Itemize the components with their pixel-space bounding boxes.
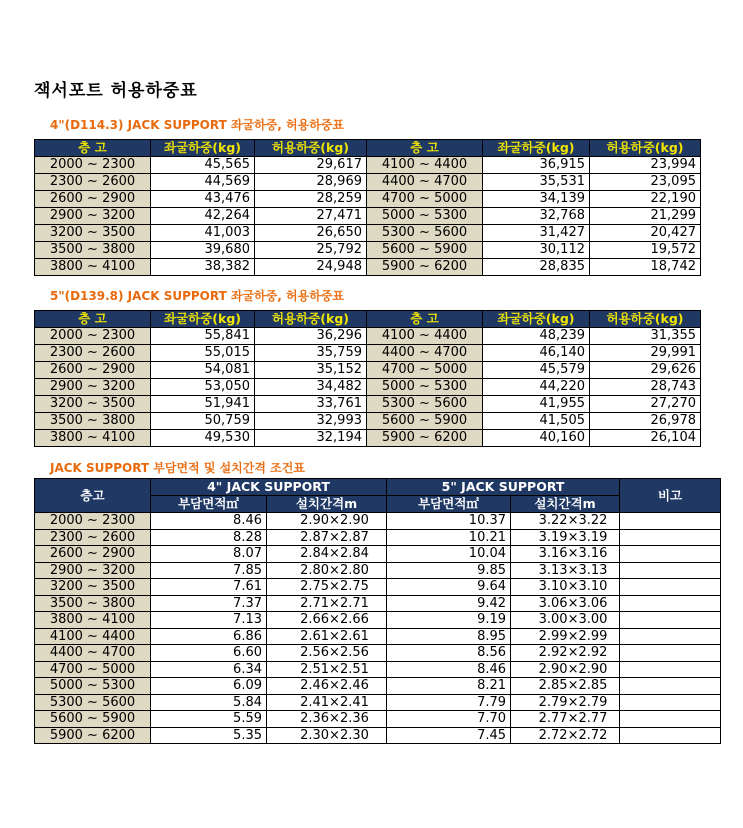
- header-cell: 허용하중(kg): [590, 140, 701, 157]
- value-cell: 30,112: [483, 242, 590, 259]
- floor-range-cell: 3500 ~ 3800: [35, 242, 151, 259]
- table-row: [35, 362, 701, 379]
- floor-range-cell: 5000 ~ 5300: [367, 208, 483, 225]
- section2-heading: 5"(D139.8) JACK SUPPORT 좌굴하중, 허용하중표: [50, 289, 345, 303]
- note-cell: [620, 661, 721, 678]
- floor-range-cell: 2900 ~ 3200: [35, 379, 151, 396]
- value-cell: 2.71×2.71: [267, 595, 387, 612]
- floor-range-cell: 2300 ~ 2600: [35, 174, 151, 191]
- value-cell: 35,531: [483, 174, 590, 191]
- subheader-area-5in: 부담면적㎡: [387, 496, 511, 513]
- table-row: [35, 661, 721, 678]
- floor-range-cell: 4700 ~ 5000: [367, 191, 483, 208]
- area-spacing-table: [34, 478, 721, 744]
- value-cell: 55,841: [151, 328, 255, 345]
- header-floor: 층고: [35, 479, 151, 513]
- value-cell: 54,081: [151, 362, 255, 379]
- table-row: [35, 513, 721, 530]
- value-cell: 7.61: [151, 579, 267, 596]
- table-row: [35, 579, 721, 596]
- value-cell: 38,382: [151, 259, 255, 276]
- value-cell: 28,743: [590, 379, 701, 396]
- value-cell: 8.56: [387, 645, 511, 662]
- value-cell: 39,680: [151, 242, 255, 259]
- header-cell: 층 고: [35, 140, 151, 157]
- value-cell: 55,015: [151, 345, 255, 362]
- floor-range-cell: 2000 ~ 2300: [35, 328, 151, 345]
- value-cell: 45,579: [483, 362, 590, 379]
- value-cell: 36,296: [255, 328, 367, 345]
- value-cell: 7.37: [151, 595, 267, 612]
- value-cell: 25,792: [255, 242, 367, 259]
- value-cell: 2.72×2.72: [511, 727, 620, 744]
- note-cell: [620, 727, 721, 744]
- table-row: [35, 208, 701, 225]
- floor-range-cell: 5300 ~ 5600: [367, 225, 483, 242]
- note-cell: [620, 612, 721, 629]
- floor-range-cell: 4100 ~ 4400: [367, 157, 483, 174]
- value-cell: 2.56×2.56: [267, 645, 387, 662]
- value-cell: 32,768: [483, 208, 590, 225]
- value-cell: 2.30×2.30: [267, 727, 387, 744]
- value-cell: 49,530: [151, 430, 255, 447]
- table-header-row: [35, 311, 701, 328]
- floor-range-cell: 4100 ~ 4400: [367, 328, 483, 345]
- table-row: [35, 259, 701, 276]
- load-table-4in: [34, 139, 701, 276]
- value-cell: 31,355: [590, 328, 701, 345]
- value-cell: 2.99×2.99: [511, 628, 620, 645]
- value-cell: 18,742: [590, 259, 701, 276]
- floor-range-cell: 3800 ~ 4100: [35, 430, 151, 447]
- value-cell: 41,003: [151, 225, 255, 242]
- value-cell: 32,993: [255, 413, 367, 430]
- table-row: [35, 242, 701, 259]
- table-row: [35, 529, 721, 546]
- subheader-area-4in: 부담면적㎡: [151, 496, 267, 513]
- value-cell: 5.35: [151, 727, 267, 744]
- value-cell: 8.46: [387, 661, 511, 678]
- value-cell: 46,140: [483, 345, 590, 362]
- value-cell: 8.46: [151, 513, 267, 530]
- value-cell: 5.59: [151, 711, 267, 728]
- floor-range-cell: 2300 ~ 2600: [35, 345, 151, 362]
- floor-range-cell: 4400 ~ 4700: [35, 645, 151, 662]
- table-row: [35, 157, 701, 174]
- value-cell: 2.51×2.51: [267, 661, 387, 678]
- value-cell: 7.13: [151, 612, 267, 629]
- header-cell: 허용하중(kg): [255, 311, 367, 328]
- value-cell: 2.92×2.92: [511, 645, 620, 662]
- note-cell: [620, 562, 721, 579]
- value-cell: 31,427: [483, 225, 590, 242]
- header-cell: 허용하중(kg): [590, 311, 701, 328]
- floor-range-cell: 3200 ~ 3500: [35, 396, 151, 413]
- value-cell: 5.84: [151, 694, 267, 711]
- value-cell: 42,264: [151, 208, 255, 225]
- value-cell: 44,569: [151, 174, 255, 191]
- table-row: [35, 546, 721, 563]
- note-cell: [620, 579, 721, 596]
- table-row: [35, 328, 701, 345]
- table-row: [35, 430, 701, 447]
- value-cell: 2.85×2.85: [511, 678, 620, 695]
- header-cell: 층 고: [367, 311, 483, 328]
- table-header-row: [35, 479, 721, 496]
- value-cell: 2.46×2.46: [267, 678, 387, 695]
- floor-range-cell: 3800 ~ 4100: [35, 612, 151, 629]
- table-row: [35, 645, 721, 662]
- value-cell: 9.19: [387, 612, 511, 629]
- header-5in-jack: 5" JACK SUPPORT: [387, 479, 620, 496]
- value-cell: 10.37: [387, 513, 511, 530]
- table-row: [35, 628, 721, 645]
- value-cell: 3.13×3.13: [511, 562, 620, 579]
- value-cell: 44,220: [483, 379, 590, 396]
- value-cell: 22,190: [590, 191, 701, 208]
- floor-range-cell: 4400 ~ 4700: [367, 174, 483, 191]
- value-cell: 6.86: [151, 628, 267, 645]
- value-cell: 2.41×2.41: [267, 694, 387, 711]
- floor-range-cell: 2000 ~ 2300: [35, 157, 151, 174]
- value-cell: 19,572: [590, 242, 701, 259]
- table-row: [35, 562, 721, 579]
- value-cell: 2.84×2.84: [267, 546, 387, 563]
- table-row: [35, 396, 701, 413]
- header-cell: 좌굴하중(kg): [483, 311, 590, 328]
- value-cell: 6.34: [151, 661, 267, 678]
- floor-range-cell: 2300 ~ 2600: [35, 529, 151, 546]
- header-cell: 좌굴하중(kg): [151, 311, 255, 328]
- floor-range-cell: 5000 ~ 5300: [35, 678, 151, 695]
- value-cell: 2.61×2.61: [267, 628, 387, 645]
- value-cell: 26,104: [590, 430, 701, 447]
- floor-range-cell: 5300 ~ 5600: [367, 396, 483, 413]
- header-cell: 허용하중(kg): [255, 140, 367, 157]
- header-cell: 층 고: [35, 311, 151, 328]
- page-title: 잭서포트 허용하중표: [34, 81, 198, 101]
- value-cell: 33,761: [255, 396, 367, 413]
- value-cell: 23,994: [590, 157, 701, 174]
- header-cell: 좌굴하중(kg): [483, 140, 590, 157]
- value-cell: 32,194: [255, 430, 367, 447]
- value-cell: 7.70: [387, 711, 511, 728]
- table-row: [35, 345, 701, 362]
- table-row: [35, 612, 721, 629]
- floor-range-cell: 5900 ~ 6200: [367, 259, 483, 276]
- value-cell: 9.42: [387, 595, 511, 612]
- floor-range-cell: 4100 ~ 4400: [35, 628, 151, 645]
- value-cell: 10.04: [387, 546, 511, 563]
- floor-range-cell: 3500 ~ 3800: [35, 595, 151, 612]
- header-note: 비고: [620, 479, 721, 513]
- value-cell: 43,476: [151, 191, 255, 208]
- value-cell: 3.10×3.10: [511, 579, 620, 596]
- header-4in-jack: 4" JACK SUPPORT: [151, 479, 387, 496]
- table-row: [35, 174, 701, 191]
- table-row: [35, 379, 701, 396]
- value-cell: 28,259: [255, 191, 367, 208]
- value-cell: 41,505: [483, 413, 590, 430]
- value-cell: 3.22×3.22: [511, 513, 620, 530]
- floor-range-cell: 5600 ~ 5900: [367, 413, 483, 430]
- value-cell: 2.90×2.90: [267, 513, 387, 530]
- value-cell: 26,978: [590, 413, 701, 430]
- value-cell: 10.21: [387, 529, 511, 546]
- floor-range-cell: 3200 ~ 3500: [35, 225, 151, 242]
- value-cell: 3.16×3.16: [511, 546, 620, 563]
- value-cell: 28,969: [255, 174, 367, 191]
- value-cell: 2.90×2.90: [511, 661, 620, 678]
- value-cell: 2.66×2.66: [267, 612, 387, 629]
- note-cell: [620, 628, 721, 645]
- floor-range-cell: 3800 ~ 4100: [35, 259, 151, 276]
- note-cell: [620, 529, 721, 546]
- table-row: [35, 191, 701, 208]
- value-cell: 3.19×3.19: [511, 529, 620, 546]
- value-cell: 41,955: [483, 396, 590, 413]
- subheader-spacing-4in: 설치간격m: [267, 496, 387, 513]
- floor-range-cell: 4700 ~ 5000: [367, 362, 483, 379]
- value-cell: 9.85: [387, 562, 511, 579]
- table-row: [35, 694, 721, 711]
- value-cell: 40,160: [483, 430, 590, 447]
- value-cell: 20,427: [590, 225, 701, 242]
- note-cell: [620, 513, 721, 530]
- value-cell: 2.77×2.77: [511, 711, 620, 728]
- value-cell: 2.87×2.87: [267, 529, 387, 546]
- value-cell: 50,759: [151, 413, 255, 430]
- floor-range-cell: 2000 ~ 2300: [35, 513, 151, 530]
- value-cell: 9.64: [387, 579, 511, 596]
- section3-heading: JACK SUPPORT 부담면적 및 설치간격 조건표: [50, 461, 305, 475]
- section1-heading: 4"(D114.3) JACK SUPPORT 좌굴하중, 허용하중표: [50, 118, 345, 132]
- value-cell: 29,626: [590, 362, 701, 379]
- value-cell: 51,941: [151, 396, 255, 413]
- note-cell: [620, 546, 721, 563]
- value-cell: 6.60: [151, 645, 267, 662]
- value-cell: 27,270: [590, 396, 701, 413]
- table-row: [35, 711, 721, 728]
- table-row: [35, 678, 721, 695]
- table-header-row: [35, 140, 701, 157]
- value-cell: 2.80×2.80: [267, 562, 387, 579]
- value-cell: 28,835: [483, 259, 590, 276]
- value-cell: 2.79×2.79: [511, 694, 620, 711]
- load-table-5in: [34, 310, 701, 447]
- table-row: [35, 413, 701, 430]
- floor-range-cell: 2600 ~ 2900: [35, 546, 151, 563]
- value-cell: 45,565: [151, 157, 255, 174]
- value-cell: 26,650: [255, 225, 367, 242]
- value-cell: 8.07: [151, 546, 267, 563]
- note-cell: [620, 645, 721, 662]
- floor-range-cell: 5900 ~ 6200: [367, 430, 483, 447]
- value-cell: 7.45: [387, 727, 511, 744]
- value-cell: 6.09: [151, 678, 267, 695]
- value-cell: 2.36×2.36: [267, 711, 387, 728]
- value-cell: 21,299: [590, 208, 701, 225]
- value-cell: 7.79: [387, 694, 511, 711]
- floor-range-cell: 5000 ~ 5300: [367, 379, 483, 396]
- floor-range-cell: 5300 ~ 5600: [35, 694, 151, 711]
- value-cell: 34,482: [255, 379, 367, 396]
- value-cell: 3.00×3.00: [511, 612, 620, 629]
- subheader-spacing-5in: 설치간격m: [511, 496, 620, 513]
- floor-range-cell: 2600 ~ 2900: [35, 191, 151, 208]
- note-cell: [620, 595, 721, 612]
- value-cell: 24,948: [255, 259, 367, 276]
- value-cell: 8.95: [387, 628, 511, 645]
- floor-range-cell: 5600 ~ 5900: [35, 711, 151, 728]
- floor-range-cell: 4700 ~ 5000: [35, 661, 151, 678]
- floor-range-cell: 5600 ~ 5900: [367, 242, 483, 259]
- table-row: [35, 727, 721, 744]
- floor-range-cell: 2900 ~ 3200: [35, 208, 151, 225]
- value-cell: 35,152: [255, 362, 367, 379]
- value-cell: 2.75×2.75: [267, 579, 387, 596]
- header-cell: 층 고: [367, 140, 483, 157]
- value-cell: 8.28: [151, 529, 267, 546]
- value-cell: 29,617: [255, 157, 367, 174]
- value-cell: 8.21: [387, 678, 511, 695]
- floor-range-cell: 4400 ~ 4700: [367, 345, 483, 362]
- value-cell: 35,759: [255, 345, 367, 362]
- floor-range-cell: 2600 ~ 2900: [35, 362, 151, 379]
- floor-range-cell: 3500 ~ 3800: [35, 413, 151, 430]
- table-row: [35, 595, 721, 612]
- value-cell: 23,095: [590, 174, 701, 191]
- value-cell: 29,991: [590, 345, 701, 362]
- floor-range-cell: 5900 ~ 6200: [35, 727, 151, 744]
- table-row: [35, 225, 701, 242]
- value-cell: 7.85: [151, 562, 267, 579]
- value-cell: 48,239: [483, 328, 590, 345]
- note-cell: [620, 678, 721, 695]
- value-cell: 53,050: [151, 379, 255, 396]
- note-cell: [620, 711, 721, 728]
- value-cell: 27,471: [255, 208, 367, 225]
- value-cell: 3.06×3.06: [511, 595, 620, 612]
- floor-range-cell: 3200 ~ 3500: [35, 579, 151, 596]
- note-cell: [620, 694, 721, 711]
- floor-range-cell: 2900 ~ 3200: [35, 562, 151, 579]
- value-cell: 36,915: [483, 157, 590, 174]
- header-cell: 좌굴하중(kg): [151, 140, 255, 157]
- value-cell: 34,139: [483, 191, 590, 208]
